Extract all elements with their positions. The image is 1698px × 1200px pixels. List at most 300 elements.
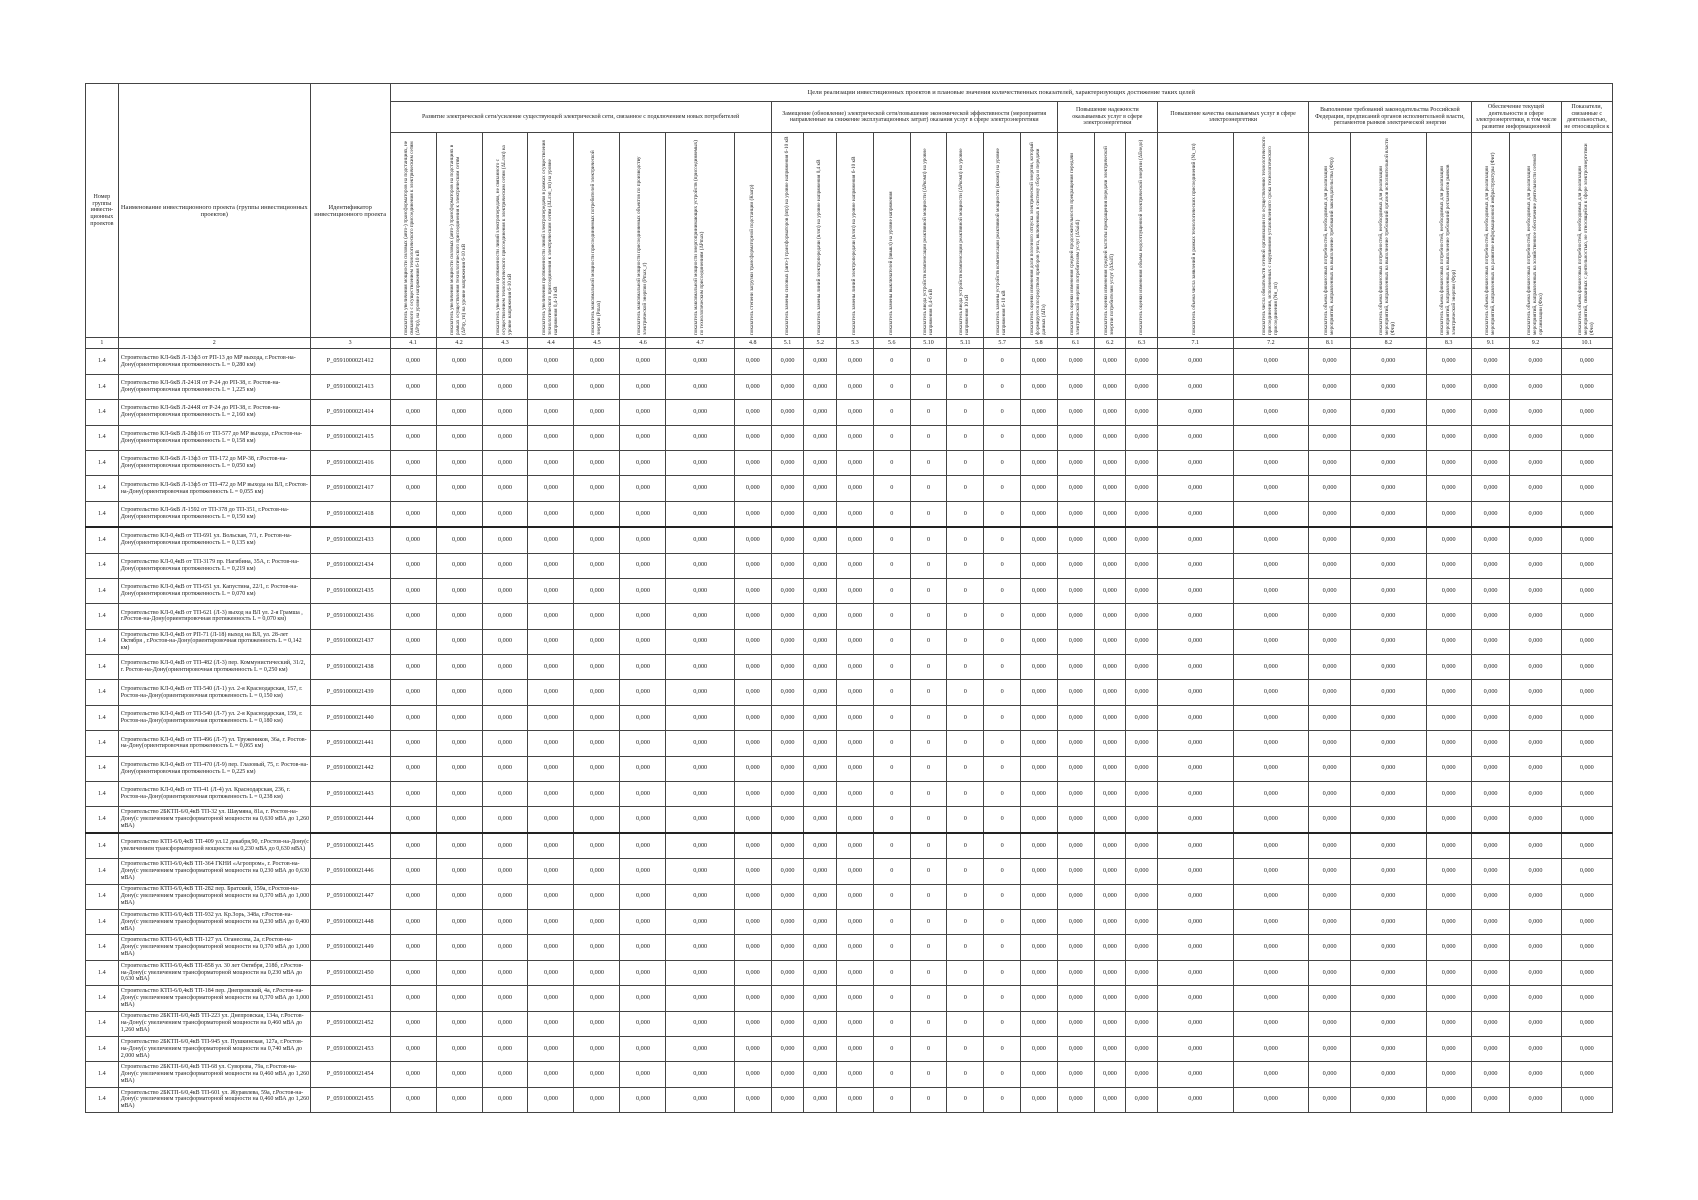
indicator-value-cell: 0 xyxy=(947,425,984,450)
project-id-cell: P_0591000021438 xyxy=(310,655,390,680)
table-row xyxy=(86,425,1613,450)
indicator-value-cell: 0,000 xyxy=(1233,680,1309,705)
indicator-value-cell: 0,000 xyxy=(837,655,874,680)
indicator-value-cell: 0,000 xyxy=(482,1011,528,1036)
indicator-value-cell: 0,000 xyxy=(1021,731,1058,756)
indicator-value-cell: 0,000 xyxy=(1426,1011,1471,1036)
indicator-value-cell: 0,000 xyxy=(1126,859,1158,884)
header-indicator-text: показатель числа обязательств сетевой организации по осуществлению технологического присоединения, исполненных с нарушением установленного срока технологического присоединения (Nн_тп) xyxy=(1260,136,1279,336)
indicator-value-cell: 0,000 xyxy=(666,527,734,553)
indicator-value-cell: 0,000 xyxy=(771,1062,804,1087)
indicator-value-cell: 0 xyxy=(873,655,910,680)
indicator-value-cell: 0,000 xyxy=(1309,859,1351,884)
indicator-value-cell: 0,000 xyxy=(1094,476,1126,501)
indicator-value-cell: 0,000 xyxy=(390,756,436,781)
project-name-cell: Строительство КТП-6/0,4кВ ТП-282 пер. Братский, 159а, г.Ростов-на-Дону(с увеличением трансформаторной мощности на 0,370 мВА до 1,000 мВА) xyxy=(118,884,310,909)
indicator-value-cell: 0,000 xyxy=(1233,553,1309,578)
project-id-cell: P_0591000021416 xyxy=(310,450,390,475)
indicator-value-cell: 0,000 xyxy=(1233,1011,1309,1036)
indicator-value-cell: 0,000 xyxy=(1233,1087,1309,1112)
indicator-value-cell: 0,000 xyxy=(1057,909,1094,934)
indicator-value-cell: 0,000 xyxy=(1233,833,1309,859)
indicator-value-cell: 0 xyxy=(873,884,910,909)
indicator-value-cell: 0,000 xyxy=(1471,807,1510,833)
indicator-value-cell: 0,000 xyxy=(1426,1062,1471,1087)
indicator-value-cell: 0,000 xyxy=(1126,1011,1158,1036)
indicator-value-cell: 0,000 xyxy=(528,833,574,859)
indicator-value-cell: 0,000 xyxy=(1510,731,1561,756)
indicator-value-cell: 0 xyxy=(947,374,984,399)
indicator-value-cell: 0,000 xyxy=(1510,527,1561,553)
indicator-value-cell: 0,000 xyxy=(771,986,804,1011)
indicator-value-cell: 0,000 xyxy=(837,859,874,884)
indicator-value-cell: 0,000 xyxy=(436,756,482,781)
header-indicator-text: показатель объема финансовых потребностей, необходимых для реализации мероприятий, направленных на развитие информационной инфраструктуры (Фит) xyxy=(1483,152,1496,336)
indicator-value-cell: 0,000 xyxy=(804,960,837,985)
table-row xyxy=(86,501,1613,527)
indicator-value-cell: 0,000 xyxy=(771,1087,804,1112)
group-number-cell: 1.4 xyxy=(86,731,119,756)
indicator-value-cell: 0,000 xyxy=(574,450,620,475)
header-indicator xyxy=(910,133,947,338)
indicator-value-cell: 0,000 xyxy=(620,884,666,909)
indicator-value-cell: 0,000 xyxy=(1561,553,1612,578)
indicator-value-cell: 0,000 xyxy=(734,425,771,450)
indicator-value-cell: 0 xyxy=(984,884,1021,909)
indicator-value-cell: 0,000 xyxy=(1157,1062,1233,1087)
indicator-value-cell: 0,000 xyxy=(620,782,666,807)
indicator-value-cell: 0,000 xyxy=(528,655,574,680)
indicator-value-cell: 0,000 xyxy=(436,349,482,374)
indicator-value-cell: 0,000 xyxy=(1561,807,1612,833)
project-id-cell: P_0591000021436 xyxy=(310,604,390,629)
indicator-value-cell: 0,000 xyxy=(528,400,574,425)
indicator-value-cell: 0,000 xyxy=(620,374,666,399)
indicator-value-cell: 0,000 xyxy=(436,450,482,475)
indicator-value-cell: 0,000 xyxy=(528,476,574,501)
indicator-value-cell: 0,000 xyxy=(734,374,771,399)
indicator-value-cell: 0,000 xyxy=(1233,884,1309,909)
indicator-value-cell: 0,000 xyxy=(1426,527,1471,553)
indicator-value-cell: 0,000 xyxy=(1126,400,1158,425)
indicator-value-cell: 0 xyxy=(910,655,947,680)
project-id-cell: P_0591000021444 xyxy=(310,807,390,833)
indicator-value-cell: 0,000 xyxy=(1510,400,1561,425)
indicator-value-cell: 0,000 xyxy=(528,782,574,807)
indicator-value-cell: 0 xyxy=(984,1011,1021,1036)
indicator-value-cell: 0,000 xyxy=(1094,935,1126,960)
indicator-value-cell: 0,000 xyxy=(1233,476,1309,501)
indicator-value-cell: 0,000 xyxy=(1157,731,1233,756)
indicator-value-cell: 0,000 xyxy=(528,731,574,756)
indicator-value-cell: 0,000 xyxy=(1057,400,1094,425)
indicator-value-cell: 0 xyxy=(947,476,984,501)
indicator-value-cell: 0,000 xyxy=(666,807,734,833)
column-number: 1 xyxy=(86,338,119,349)
indicator-value-cell: 0 xyxy=(873,833,910,859)
indicator-value-cell: 0,000 xyxy=(528,705,574,730)
header-indicator xyxy=(1021,133,1058,338)
header-indicator xyxy=(528,133,574,338)
group-number-cell: 1.4 xyxy=(86,1087,119,1112)
project-id-cell: P_0591000021442 xyxy=(310,756,390,781)
column-number: 8.1 xyxy=(1309,338,1351,349)
indicator-value-cell: 0,000 xyxy=(436,1036,482,1061)
indicator-value-cell: 0,000 xyxy=(1057,756,1094,781)
indicator-value-cell: 0,000 xyxy=(771,859,804,884)
indicator-value-cell: 0,000 xyxy=(1561,833,1612,859)
indicator-value-cell: 0,000 xyxy=(1309,527,1351,553)
indicator-value-cell: 0,000 xyxy=(837,1062,874,1087)
indicator-value-cell: 0,000 xyxy=(1309,756,1351,781)
indicator-value-cell: 0,000 xyxy=(482,450,528,475)
indicator-value-cell: 0,000 xyxy=(436,705,482,730)
indicator-value-cell: 0,000 xyxy=(1426,960,1471,985)
indicator-value-cell: 0 xyxy=(873,986,910,1011)
indicator-value-cell: 0 xyxy=(910,425,947,450)
project-name-cell: Строительство КЛ-6кВ Л-1592 от ТП-378 до ТП-351, г.Ростов-на-Дону(ориентировочная протяженность L = 0,150 км) xyxy=(118,501,310,527)
indicator-value-cell: 0,000 xyxy=(620,731,666,756)
project-id-cell: P_0591000021455 xyxy=(310,1087,390,1112)
indicator-value-cell: 0,000 xyxy=(528,986,574,1011)
indicator-value-cell: 0,000 xyxy=(1426,680,1471,705)
indicator-value-cell: 0,000 xyxy=(1351,553,1427,578)
header-indicator xyxy=(482,133,528,338)
indicator-value-cell: 0,000 xyxy=(1094,578,1126,603)
indicator-value-cell: 0,000 xyxy=(771,578,804,603)
indicator-value-cell: 0,000 xyxy=(1057,833,1094,859)
indicator-value-cell: 0,000 xyxy=(1094,909,1126,934)
indicator-value-cell: 0,000 xyxy=(666,501,734,527)
indicator-value-cell: 0,000 xyxy=(771,909,804,934)
indicator-value-cell: 0,000 xyxy=(1233,1036,1309,1061)
indicator-value-cell: 0 xyxy=(910,527,947,553)
project-id-cell: P_0591000021452 xyxy=(310,1011,390,1036)
indicator-value-cell: 0 xyxy=(873,501,910,527)
indicator-value-cell: 0,000 xyxy=(1351,374,1427,399)
indicator-value-cell: 0,000 xyxy=(436,782,482,807)
indicator-value-cell: 0,000 xyxy=(1351,960,1427,985)
header-indicator-text: показатель объема финансовых потребностей, необходимых для реализации мероприятий, связанных с деятельностью, не относящейся к сфере электроэнергетики (Фнэ) xyxy=(1576,143,1595,336)
group-number-cell: 1.4 xyxy=(86,909,119,934)
indicator-value-cell: 0 xyxy=(984,807,1021,833)
group-number-cell: 1.4 xyxy=(86,425,119,450)
indicator-value-cell: 0,000 xyxy=(1157,553,1233,578)
indicator-value-cell: 0,000 xyxy=(837,909,874,934)
indicator-value-cell: 0,000 xyxy=(666,859,734,884)
indicator-value-cell: 0,000 xyxy=(1021,884,1058,909)
indicator-value-cell: 0 xyxy=(910,476,947,501)
indicator-value-cell: 0,000 xyxy=(1094,655,1126,680)
indicator-value-cell: 0,000 xyxy=(482,756,528,781)
indicator-value-cell: 0 xyxy=(984,986,1021,1011)
indicator-value-cell: 0 xyxy=(873,1062,910,1087)
indicator-value-cell: 0,000 xyxy=(574,1036,620,1061)
indicator-value-cell: 0,000 xyxy=(1094,680,1126,705)
indicator-value-cell: 0,000 xyxy=(436,1087,482,1112)
indicator-value-cell: 0,000 xyxy=(1561,1062,1612,1087)
indicator-value-cell: 0,000 xyxy=(1233,859,1309,884)
indicator-value-cell: 0,000 xyxy=(390,501,436,527)
column-number: 8.3 xyxy=(1426,338,1471,349)
header-indicator-text: показатель увеличения мощности силовых (авто-) трансформаторов на подстанциях в рамках осуществления технологического присоединения к электрическим сетям (ΔPтр_тп) на уровне напряжения 6-10 кВ xyxy=(449,145,467,336)
indicator-value-cell: 0,000 xyxy=(1309,374,1351,399)
indicator-value-cell: 0,000 xyxy=(666,1036,734,1061)
header-indicator-text: показатель увеличения протяженности линий электропередачи в рамках осуществления технологического присоединения к электрическим сетям (ΔLлэп_тп) на уровне напряжения 0,4-10 кВ xyxy=(541,140,559,336)
indicator-value-cell: 0,000 xyxy=(804,680,837,705)
header-indicator xyxy=(804,133,837,338)
indicator-value-cell: 0,000 xyxy=(390,807,436,833)
indicator-value-cell: 0 xyxy=(984,909,1021,934)
indicator-value-cell: 0,000 xyxy=(1094,884,1126,909)
indicator-value-cell: 0,000 xyxy=(771,731,804,756)
indicator-value-cell: 0,000 xyxy=(804,859,837,884)
indicator-value-cell: 0,000 xyxy=(436,400,482,425)
indicator-value-cell: 0,000 xyxy=(666,986,734,1011)
indicator-value-cell: 0 xyxy=(947,604,984,629)
header-indicator xyxy=(1351,133,1427,338)
indicator-value-cell: 0 xyxy=(873,476,910,501)
indicator-value-cell: 0,000 xyxy=(666,604,734,629)
indicator-value-cell: 0,000 xyxy=(804,604,837,629)
indicator-value-cell: 0,000 xyxy=(734,527,771,553)
indicator-value-cell: 0,000 xyxy=(1510,655,1561,680)
column-number: 6.2 xyxy=(1094,338,1126,349)
indicator-value-cell: 0,000 xyxy=(620,349,666,374)
indicator-value-cell: 0 xyxy=(984,450,1021,475)
column-number: 5.6 xyxy=(873,338,910,349)
indicator-value-cell: 0,000 xyxy=(482,527,528,553)
indicator-value-cell: 0,000 xyxy=(1157,629,1233,654)
indicator-value-cell: 0,000 xyxy=(804,374,837,399)
indicator-value-cell: 0,000 xyxy=(574,425,620,450)
indicator-value-cell: 0,000 xyxy=(1094,1087,1126,1112)
indicator-value-cell: 0,000 xyxy=(390,527,436,553)
indicator-value-cell: 0 xyxy=(910,986,947,1011)
indicator-value-cell: 0,000 xyxy=(1057,986,1094,1011)
indicator-value-cell: 0,000 xyxy=(1126,705,1158,730)
indicator-value-cell: 0,000 xyxy=(436,655,482,680)
header-indicator xyxy=(1157,133,1233,338)
indicator-value-cell: 0,000 xyxy=(620,705,666,730)
indicator-value-cell: 0,000 xyxy=(1126,731,1158,756)
project-id-cell: P_0591000021417 xyxy=(310,476,390,501)
indicator-value-cell: 0,000 xyxy=(771,400,804,425)
indicator-value-cell: 0,000 xyxy=(804,629,837,654)
indicator-value-cell: 0,000 xyxy=(1021,476,1058,501)
indicator-value-cell: 0,000 xyxy=(1351,859,1427,884)
indicator-value-cell: 0,000 xyxy=(804,578,837,603)
indicator-value-cell: 0,000 xyxy=(771,884,804,909)
header-group-number: Номер группы инвести-ционных проектов xyxy=(86,84,119,338)
indicator-value-cell: 0,000 xyxy=(1157,425,1233,450)
indicator-value-cell: 0,000 xyxy=(620,476,666,501)
indicator-value-cell: 0 xyxy=(947,349,984,374)
indicator-value-cell: 0,000 xyxy=(1510,705,1561,730)
header-indicator-text: показатель объема числа заявлений в рамках технологических присоединений (Nз_тп) xyxy=(1191,143,1198,336)
project-name-cell: Строительство КТП-6/0,4кВ ТП-932 ул. Кр.Зорь, 348а, г.Ростов-на-Дону(с увеличением трансформаторной мощности на 0,230 мВА до 0,400 мВА) xyxy=(118,909,310,934)
indicator-value-cell: 0,000 xyxy=(620,425,666,450)
indicator-value-cell: 0 xyxy=(873,374,910,399)
indicator-value-cell: 0,000 xyxy=(1094,1011,1126,1036)
indicator-value-cell: 0,000 xyxy=(1561,1036,1612,1061)
indicator-value-cell: 0 xyxy=(984,349,1021,374)
indicator-value-cell: 0,000 xyxy=(574,604,620,629)
indicator-value-cell: 0,000 xyxy=(1057,553,1094,578)
group-number-cell: 1.4 xyxy=(86,986,119,1011)
header-project-id: Идентификатор инвестиционного проекта xyxy=(310,84,390,338)
indicator-value-cell: 0 xyxy=(910,1011,947,1036)
project-id-cell: P_0591000021441 xyxy=(310,731,390,756)
indicator-value-cell: 0,000 xyxy=(1233,655,1309,680)
indicator-value-cell: 0,000 xyxy=(804,1036,837,1061)
indicator-value-cell: 0,000 xyxy=(804,425,837,450)
indicator-value-cell: 0,000 xyxy=(837,807,874,833)
indicator-value-cell: 0 xyxy=(910,960,947,985)
table-row xyxy=(86,986,1613,1011)
indicator-value-cell: 0 xyxy=(984,1087,1021,1112)
indicator-value-cell: 0,000 xyxy=(1309,553,1351,578)
indicator-value-cell: 0,000 xyxy=(734,1062,771,1087)
indicator-value-cell: 0,000 xyxy=(436,527,482,553)
indicator-value-cell: 0 xyxy=(947,501,984,527)
indicator-value-cell: 0,000 xyxy=(1126,501,1158,527)
indicator-value-cell: 0,000 xyxy=(620,935,666,960)
header-indicator-text: показатель замены линий электропередачи (nлэп) на уровне напряжения 6-10 кВ xyxy=(851,156,857,336)
header-indicator-text: показатель максимальной мощности энергопринимающих устройств (присоединяемых) по технологическим присоединениям (ΔPmax) xyxy=(693,140,706,336)
indicator-value-cell: 0,000 xyxy=(1309,833,1351,859)
indicator-value-cell: 0,000 xyxy=(1510,1011,1561,1036)
table-row xyxy=(86,604,1613,629)
indicator-value-cell: 0,000 xyxy=(1426,756,1471,781)
indicator-value-cell: 0,000 xyxy=(1471,1087,1510,1112)
indicator-value-cell: 0,000 xyxy=(734,1036,771,1061)
indicator-value-cell: 0,000 xyxy=(1309,935,1351,960)
project-id-cell: P_0591000021433 xyxy=(310,527,390,553)
indicator-value-cell: 0,000 xyxy=(666,578,734,603)
indicator-value-cell: 0 xyxy=(947,731,984,756)
indicator-value-cell: 0,000 xyxy=(528,680,574,705)
indicator-value-cell: 0,000 xyxy=(1126,680,1158,705)
indicator-value-cell: 0 xyxy=(947,935,984,960)
header-indicator xyxy=(1561,133,1612,338)
indicator-value-cell: 0,000 xyxy=(734,578,771,603)
indicator-value-cell: 0,000 xyxy=(1021,1011,1058,1036)
indicator-value-cell: 0,000 xyxy=(1510,884,1561,909)
table-row xyxy=(86,400,1613,425)
header-indicator xyxy=(436,133,482,338)
indicator-value-cell: 0,000 xyxy=(1021,655,1058,680)
header-indicator xyxy=(574,133,620,338)
group-number-cell: 1.4 xyxy=(86,450,119,475)
indicator-value-cell: 0 xyxy=(873,1011,910,1036)
indicator-value-cell: 0,000 xyxy=(620,450,666,475)
indicator-value-cell: 0,000 xyxy=(1426,400,1471,425)
indicator-value-cell: 0,000 xyxy=(1309,1011,1351,1036)
indicator-value-cell: 0,000 xyxy=(734,909,771,934)
column-number: 8.2 xyxy=(1351,338,1427,349)
indicator-value-cell: 0,000 xyxy=(1426,349,1471,374)
column-number: 5.8 xyxy=(1021,338,1058,349)
indicator-value-cell: 0,000 xyxy=(734,859,771,884)
indicator-value-cell: 0,000 xyxy=(1094,501,1126,527)
indicator-value-cell: 0,000 xyxy=(1057,578,1094,603)
group-number-cell: 1.4 xyxy=(86,578,119,603)
indicator-value-cell: 0,000 xyxy=(1021,578,1058,603)
indicator-value-cell: 0,000 xyxy=(1094,833,1126,859)
indicator-value-cell: 0,000 xyxy=(771,604,804,629)
header-goal-group: Повышение качества оказываемых услуг в сфере электроэнергетики xyxy=(1157,102,1308,133)
indicator-value-cell: 0 xyxy=(984,400,1021,425)
indicator-value-cell: 0,000 xyxy=(1561,349,1612,374)
table-row xyxy=(86,909,1613,934)
indicator-value-cell: 0,000 xyxy=(734,349,771,374)
indicator-value-cell: 0,000 xyxy=(1126,349,1158,374)
project-id-cell: P_0591000021435 xyxy=(310,578,390,603)
header-indicator-text: показатель степени загрузки трансформаторной подстанции (Кзагр) xyxy=(748,184,755,336)
indicator-value-cell: 0,000 xyxy=(1233,578,1309,603)
indicator-value-cell: 0,000 xyxy=(734,986,771,1011)
indicator-value-cell: 0,000 xyxy=(390,476,436,501)
header-indicator-text: показатель объема финансовых потребностей, необходимых для реализации мероприятий, направленных на выполнение требований законодательства (Фтр) xyxy=(1322,157,1335,336)
group-number-cell: 1.4 xyxy=(86,374,119,399)
indicator-value-cell: 0,000 xyxy=(1233,450,1309,475)
indicator-value-cell: 0,000 xyxy=(574,859,620,884)
indicator-value-cell: 0,000 xyxy=(528,960,574,985)
indicator-value-cell: 0,000 xyxy=(1126,960,1158,985)
indicator-value-cell: 0,000 xyxy=(771,756,804,781)
indicator-value-cell: 0,000 xyxy=(482,604,528,629)
indicator-value-cell: 0,000 xyxy=(482,986,528,1011)
indicator-value-cell: 0,000 xyxy=(1309,731,1351,756)
header-indicator-text: показатель замены силовых (авто-) трансформаторов (nтр) на уровне напряжения 6-10 кВ xyxy=(783,136,790,336)
indicator-value-cell: 0,000 xyxy=(1510,909,1561,934)
header-indicator xyxy=(1426,133,1471,338)
indicator-value-cell: 0,000 xyxy=(574,629,620,654)
indicator-value-cell: 0,000 xyxy=(734,960,771,985)
table-row xyxy=(86,705,1613,730)
indicator-value-cell: 0,000 xyxy=(620,1011,666,1036)
indicator-value-cell: 0,000 xyxy=(804,731,837,756)
indicator-value-cell: 0,000 xyxy=(666,833,734,859)
indicator-value-cell: 0,000 xyxy=(804,807,837,833)
indicator-value-cell: 0,000 xyxy=(837,680,874,705)
indicator-value-cell: 0,000 xyxy=(1126,935,1158,960)
indicator-value-cell: 0,000 xyxy=(1426,833,1471,859)
table-row xyxy=(86,450,1613,475)
indicator-value-cell: 0 xyxy=(910,450,947,475)
indicator-value-cell: 0,000 xyxy=(837,374,874,399)
indicator-value-cell: 0 xyxy=(910,935,947,960)
project-name-cell: Строительство КЛ-6кВ Л-241Я от Р-24 до РП-38, г. Ростов-на-Дону(ориентировочная протяженность L = 1,225 км) xyxy=(118,374,310,399)
indicator-value-cell: 0,000 xyxy=(1157,450,1233,475)
indicator-value-cell: 0,000 xyxy=(1094,705,1126,730)
indicator-value-cell: 0,000 xyxy=(574,476,620,501)
header-indicator-text: показатель оценки изменения средней частоты прекращения передачи электрической энергии потребителям услуг (ΔSaifi) xyxy=(1102,146,1115,336)
header-indicator xyxy=(1510,133,1561,338)
indicator-value-cell: 0,000 xyxy=(1057,782,1094,807)
indicator-value-cell: 0,000 xyxy=(1510,807,1561,833)
indicator-value-cell: 0,000 xyxy=(771,782,804,807)
table-row xyxy=(86,935,1613,960)
indicator-value-cell: 0,000 xyxy=(1309,501,1351,527)
indicator-value-cell: 0,000 xyxy=(574,986,620,1011)
indicator-value-cell: 0 xyxy=(947,680,984,705)
indicator-value-cell: 0,000 xyxy=(1157,1087,1233,1112)
indicator-value-cell: 0,000 xyxy=(390,731,436,756)
indicator-value-cell: 0,000 xyxy=(482,1036,528,1061)
column-number: 5.2 xyxy=(804,338,837,349)
